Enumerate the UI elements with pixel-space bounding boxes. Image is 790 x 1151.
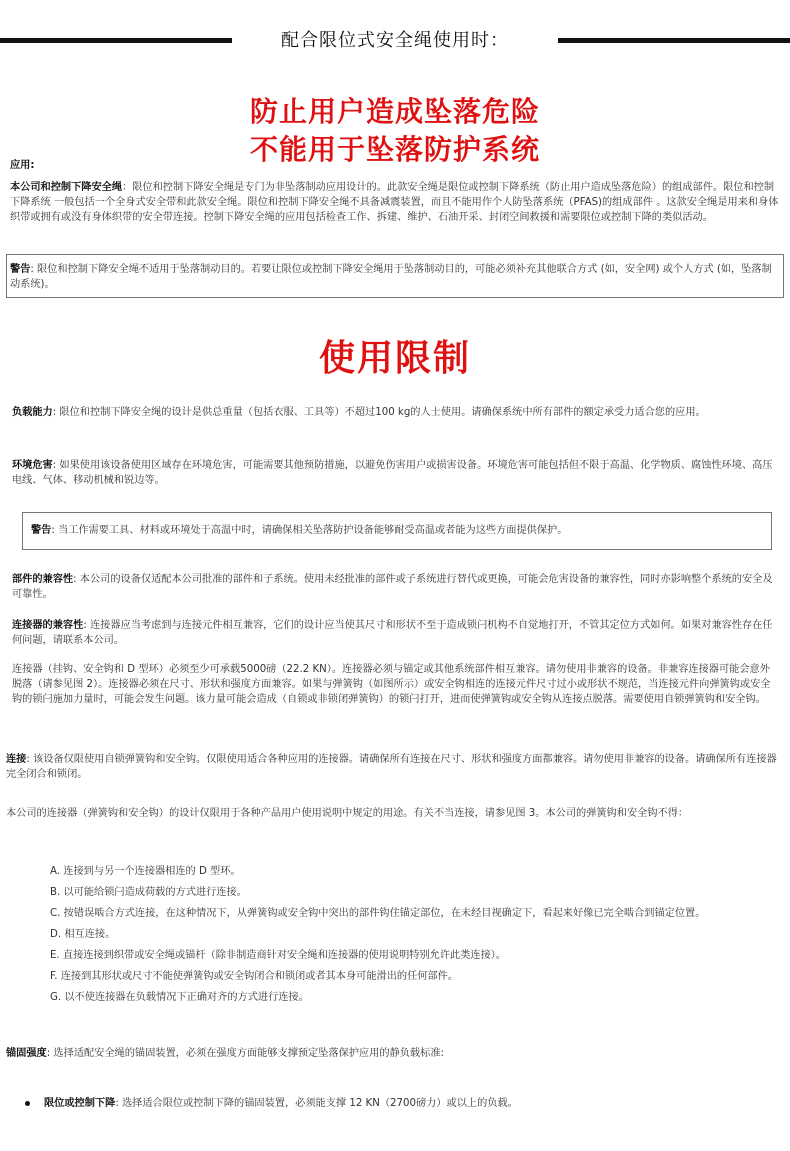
application-text: ：限位和控制下降安全绳是专门为非坠落制动应用设计的。此款安全绳是限位或控制下降系统（防止用户造成坠落危险）的组成部件。限位和控制下降系统 一般包括一个全身式安全带和此款安全绳。限位和控制下降安全绳不具备减震装置，而且不能用作个人防坠落系统（PFAS)的组成部件 。这款安全绳是用来和身体织带或拥有或没有身体织带的安全带连接。控制下降安全绳的应用包括检查工作、拆建、维护、石油开采、封闭空间救援和需要限位或控制下降的类似活动。: [10, 182, 779, 223]
anchor-bullet-paragraph: [44, 1096, 774, 1111]
warning-2-label: 警告: [31, 525, 52, 536]
list-item: E. 直接连接到织带或安全绳或锚杆（除非制造商针对安全绳和连接器的使用说明特别允许此类连接）。: [50, 950, 507, 961]
connector-compat-label: 连接器的兼容性: [12, 620, 84, 631]
warning-1-label: 警告: [10, 264, 31, 275]
connection-text: : 该设备仅限使用自锁弹簧钩和安全钩。仅限使用适合各种应用的连接器。请确保所有连接在尺寸、形状和强度方面都兼容。请勿使用非兼容的设备。请确保所有连接器完全闭合和锁闭。: [6, 754, 777, 780]
list-item: G. 以不使连接器在负载情况下正确对齐的方式进行连接。: [50, 992, 309, 1003]
connection-label: 连接: [6, 754, 27, 765]
page-title: 配合限位式安全绳使用时：: [281, 30, 509, 51]
anchor-strength-paragraph: [6, 1046, 780, 1061]
prohibited-list: [50, 864, 780, 1011]
usage-limits-title: 使用限制: [318, 338, 471, 379]
warning-box-1: [6, 254, 784, 298]
environment-label: 环境危害: [12, 460, 53, 471]
warning-headline-line2: 不能用于坠落防护系统: [249, 133, 540, 166]
anchor-bullet-label: 限位或控制下降: [44, 1098, 116, 1109]
application-paragraph: [10, 180, 782, 225]
compatibility-paragraph: [12, 572, 778, 602]
compatibility-text: : 本公司的设备仅适配本公司批准的部件和子系统。使用未经批准的部件或子系统进行替代或更换，可能会危害设备的兼容性，同时亦影响整个系统的安全及可靠性。: [12, 574, 773, 600]
connector-compat-paragraph-2: 连接器（挂钩、安全钩和 D 型环）必须至少可承载5000磅（22.2 KN）。连接器必须与锚定或其他系统部件相互兼容。请勿使用非兼容的设备。非兼容连接器可能会意外脱落（请参见图 2）。连接器必须在尺寸、形状和强度方面兼容。如果与弹簧钩（如图所示）或安全钩相连的连接元件尺寸过小或形状不规范，当连接元件向弹簧钩或安全钩的锁闩施加力量时，可能会发生问题。该力量可能会造成（自锁或非锁闭弹簧钩）的锁闩打开，进而使弹簧钩或安全钩从连接点脱落。需要使用自锁弹簧钩和安全钩。: [12, 664, 771, 705]
list-item: C. 按错误啮合方式连接，在这种情况下，从弹簧钩或安全钩中突出的部件钩住锚定部位，在未经目视确定下，看起来好像已完全啮合到锚定位置。: [50, 908, 706, 919]
application-heading: 应用:: [10, 160, 35, 171]
warning-headline-line1: 防止用户造成坠落危险: [249, 95, 540, 128]
list-item: A. 连接到与另一个连接器相连的 D 型环。: [50, 866, 241, 877]
warning-1-text: : 限位和控制下降安全绳不适用于坠落制动目的。若要让限位或控制下降安全绳用于坠落制动目的，可能必须补充其他联合方式 (如，安全网) 或个人方式 (如，坠落制动系统)。: [10, 264, 772, 290]
warning-2-paragraph: [31, 523, 761, 538]
connector-usage-intro: 本公司的连接器（弹簧钩和安全钩）的设计仅限用于各种产品用户使用说明中规定的用途。有关不当连接，请参见图 3。本公司的弹簧钩和安全钩不得：: [6, 808, 689, 819]
list-item: D. 相互连接。: [50, 929, 116, 940]
warning-2-text: : 当工作需要工具、材料或环境处于高温中时，请确保相关坠落防护设备能够耐受高温或者能为这些方面提供保护。: [51, 525, 568, 536]
environment-text: : 如果使用该设备使用区域存在环境危害，可能需要其他预防措施，以避免伤害用户或损害设备。环境危害可能包括但不限于高温、化学物质、腐蚀性环境、高压电线、气体、移动机械和锐边等。: [12, 460, 773, 486]
anchor-strength-label: 锚固强度: [6, 1048, 47, 1059]
load-capacity-paragraph: [12, 405, 778, 420]
anchor-bullet-text: : 选择适合限位或控制下降的锚固装置，必须能支撑 12 KN（2700磅力）或以上的负载。: [115, 1098, 518, 1109]
warning-box-2: [22, 512, 772, 550]
warning-1-paragraph: [10, 262, 774, 292]
bullet-dot-icon: [25, 1101, 30, 1106]
environment-paragraph: [12, 458, 778, 488]
connection-paragraph: [6, 752, 780, 782]
compatibility-label: 部件的兼容性: [12, 574, 74, 585]
load-capacity-label: 负载能力: [12, 407, 53, 418]
list-item: B. 以可能给锁闩造成荷载的方式进行连接。: [50, 887, 247, 898]
load-capacity-text: : 限位和控制下降安全绳的设计是供总重量（包括衣服、工具等）不超过100 kg的人士使用。请确保系统中所有部件的额定承受力适合您的应用。: [52, 407, 706, 418]
connector-compat-text: : 连接器应当考虑到与连接元件相互兼容，它们的设计应当使其尺寸和形状不至于造成锁闩机构不自觉地打开，不管其定位方式如何。如果对兼容性存在任何问题，请联系本公司。: [12, 620, 773, 646]
application-label: 本公司和控制下降安全绳: [10, 182, 123, 193]
connector-compat-paragraph: [12, 618, 778, 648]
anchor-strength-text: : 选择适配安全绳的锚固装置，必须在强度方面能够支撑预定坠落保护应用的静负载标准:: [46, 1048, 444, 1059]
list-item: F. 连接到其形状或尺寸不能使弹簧钩或安全钩闭合和锁闭或者其本身可能滑出的任何部件。: [50, 971, 459, 982]
